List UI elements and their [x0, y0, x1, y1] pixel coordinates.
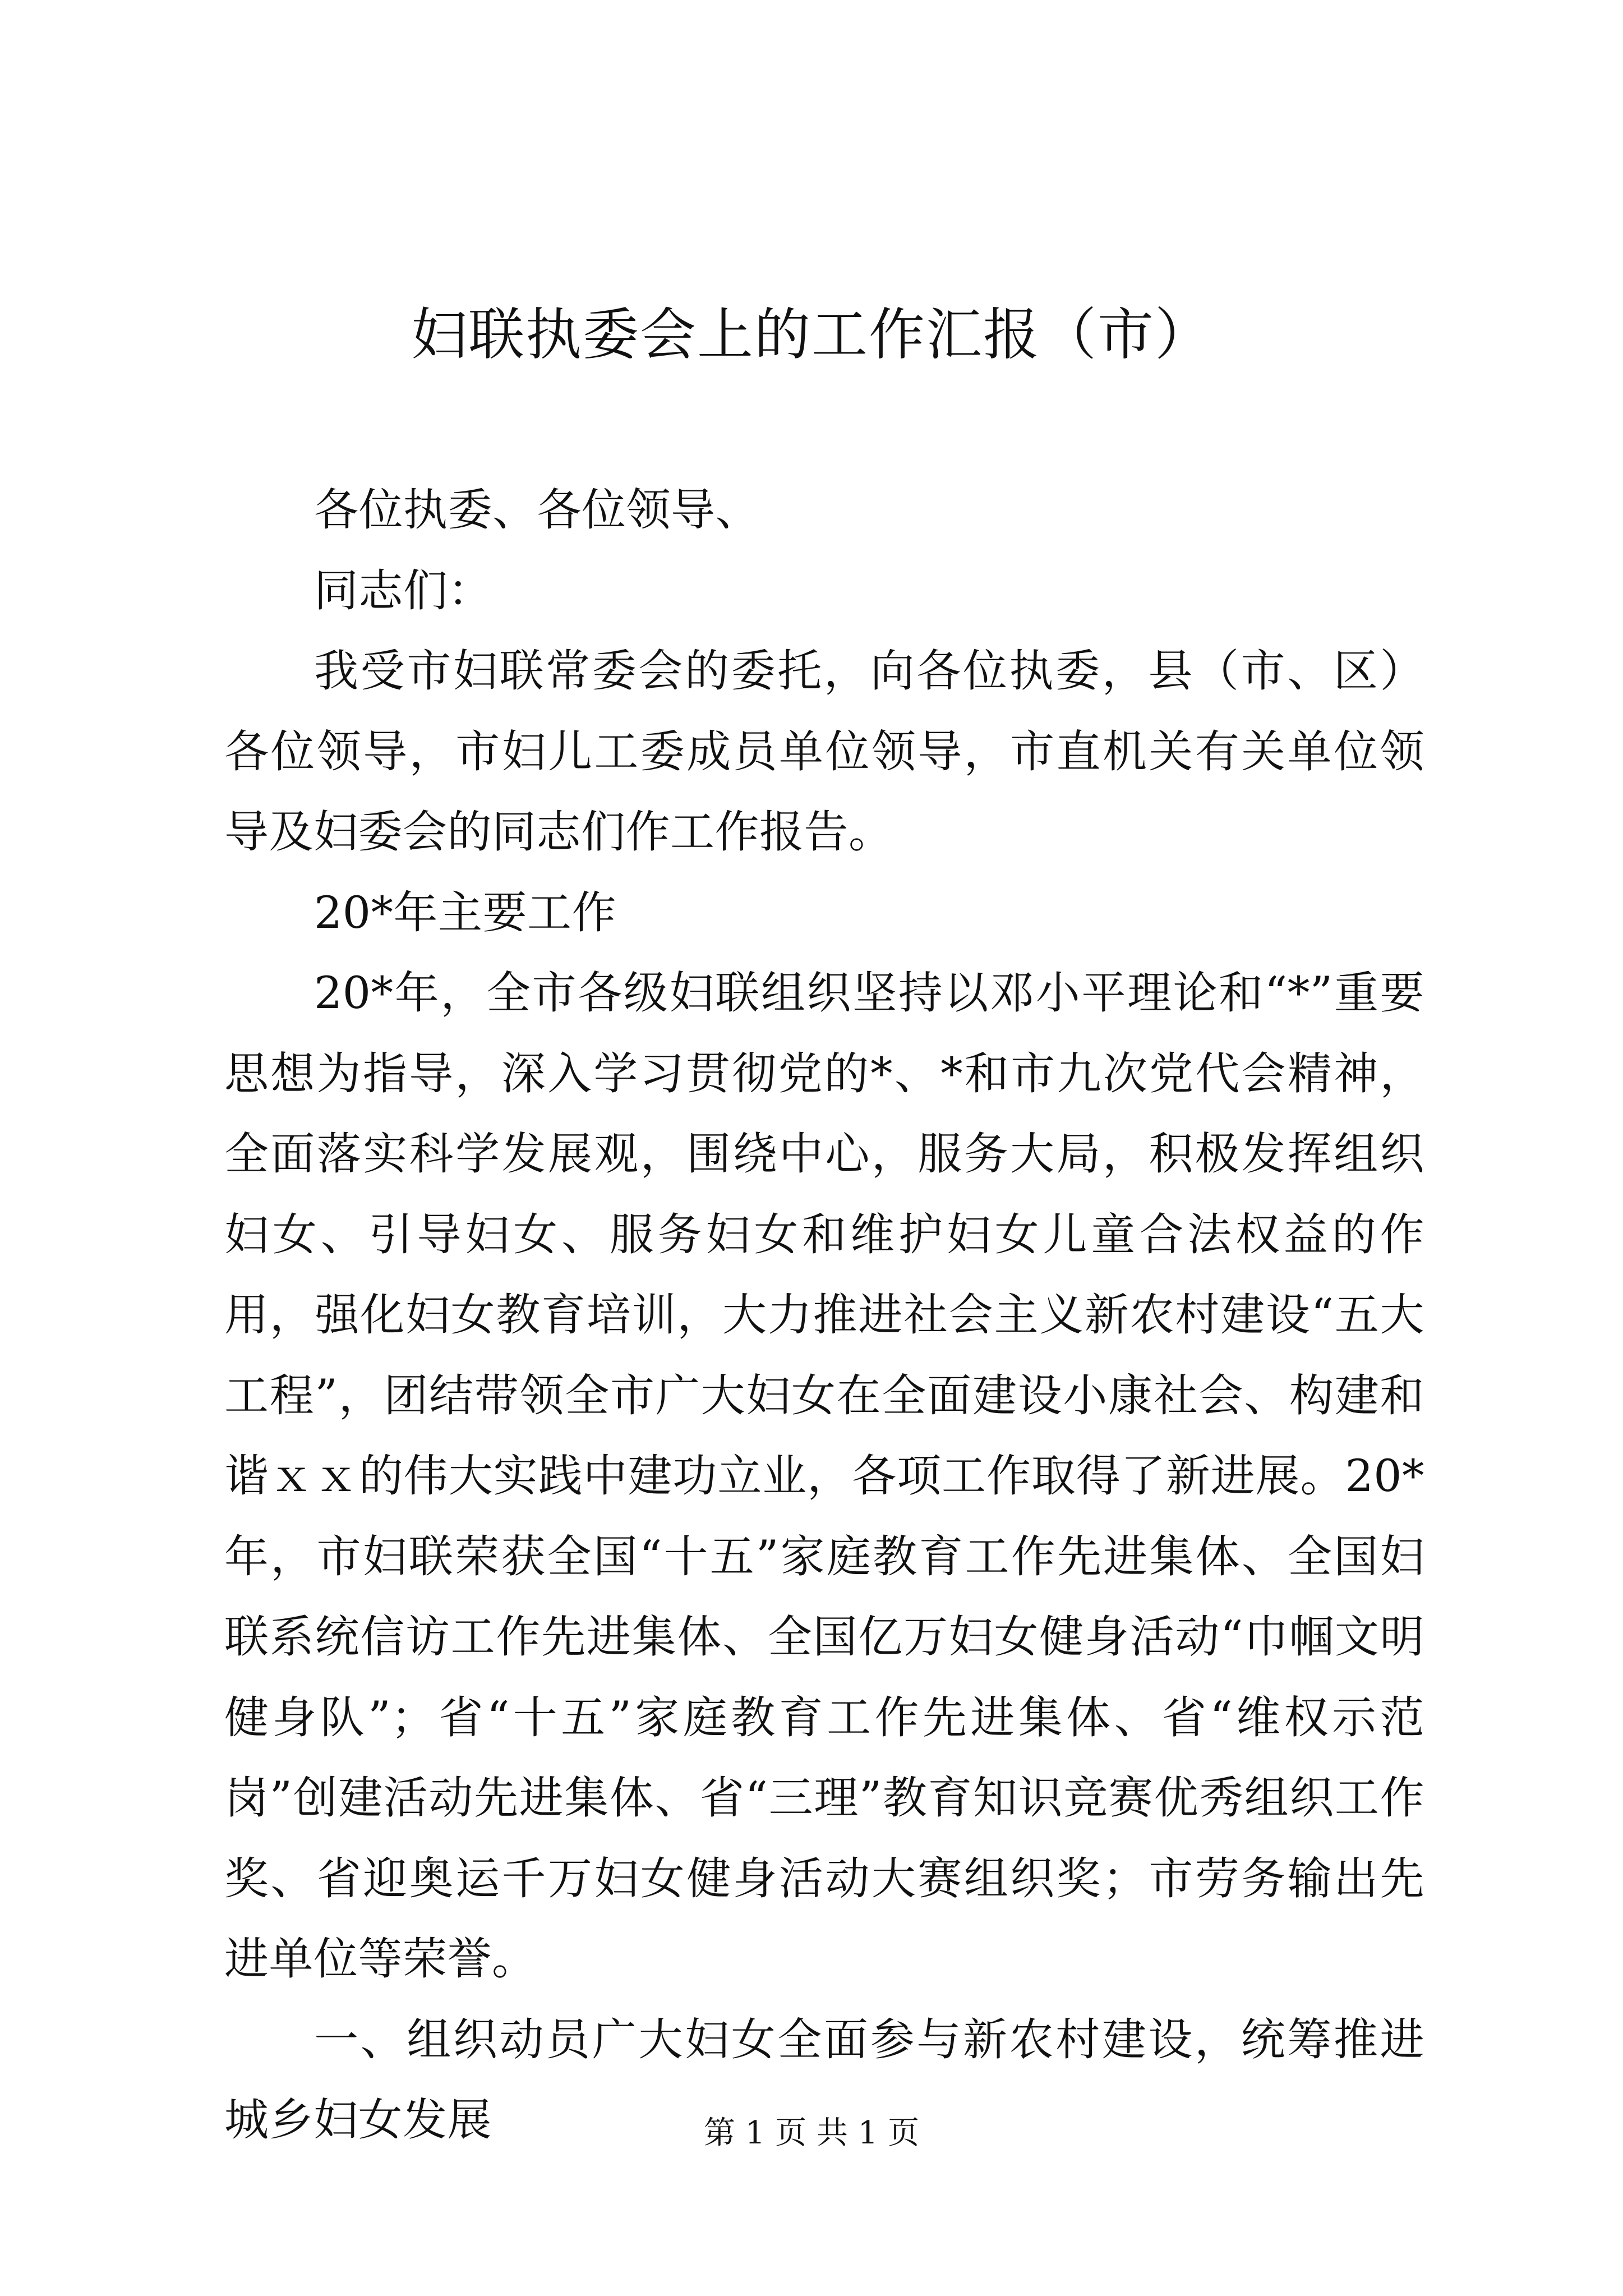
document-title: 妇联执委会上的工作汇报（市）	[411, 302, 1212, 367]
section-heading-main-work: 20*年主要工作	[314, 886, 617, 938]
salutation-line-1: 各位执委、各位领导、	[314, 484, 760, 536]
section-heading-one: 一、组织动员广大妇女全面参与新农村建设，统筹推进城乡妇女发展	[224, 2013, 1424, 2146]
paragraph-intro: 我受市妇联常委会的委托，向各位执委，县（市、区）各位领导，市妇儿工委成员单位领导，市直机关有关单位领导及妇委会的同志们作工作报告。	[224, 645, 1424, 858]
salutation-line-2: 同志们：	[314, 564, 492, 616]
document-body	[224, 470, 1424, 2161]
paragraph-summary: 20*年，全市各级妇联组织坚持以邓小平理论和“*”重要思想为指导，深入学习贯彻党的*、*和市九次党代会精神，全面落实科学发展观，围绕中心，服务大局，积极发挥组织妇女、引导妇女、服务妇女和维护妇女儿童合法权益的作用，强化妇女教育培训，大力推进社会主义新农村建设“五大工程”，团结带领全市广大妇女在全面建设小康社会、构建和谐ｘｘ的伟大实践中建功立业，各项工作取得了新进展。20*年，市妇联荣获全国“十五”家庭教育工作先进集体、全国妇联系统信访工作先进集体、全国亿万妇女健身活动“巾帼文明健身队”；省“十五”家庭教育工作先进集体、省“维权示范岗”创建活动先进集体、省“三理”教育知识竞赛优秀组织工作奖、省迎奥运千万妇女健身活动大赛组织奖；市劳务输出先进单位等荣誉。	[224, 967, 1424, 1985]
page-footer: 第 1 页 共 1 页	[703, 2115, 920, 2151]
